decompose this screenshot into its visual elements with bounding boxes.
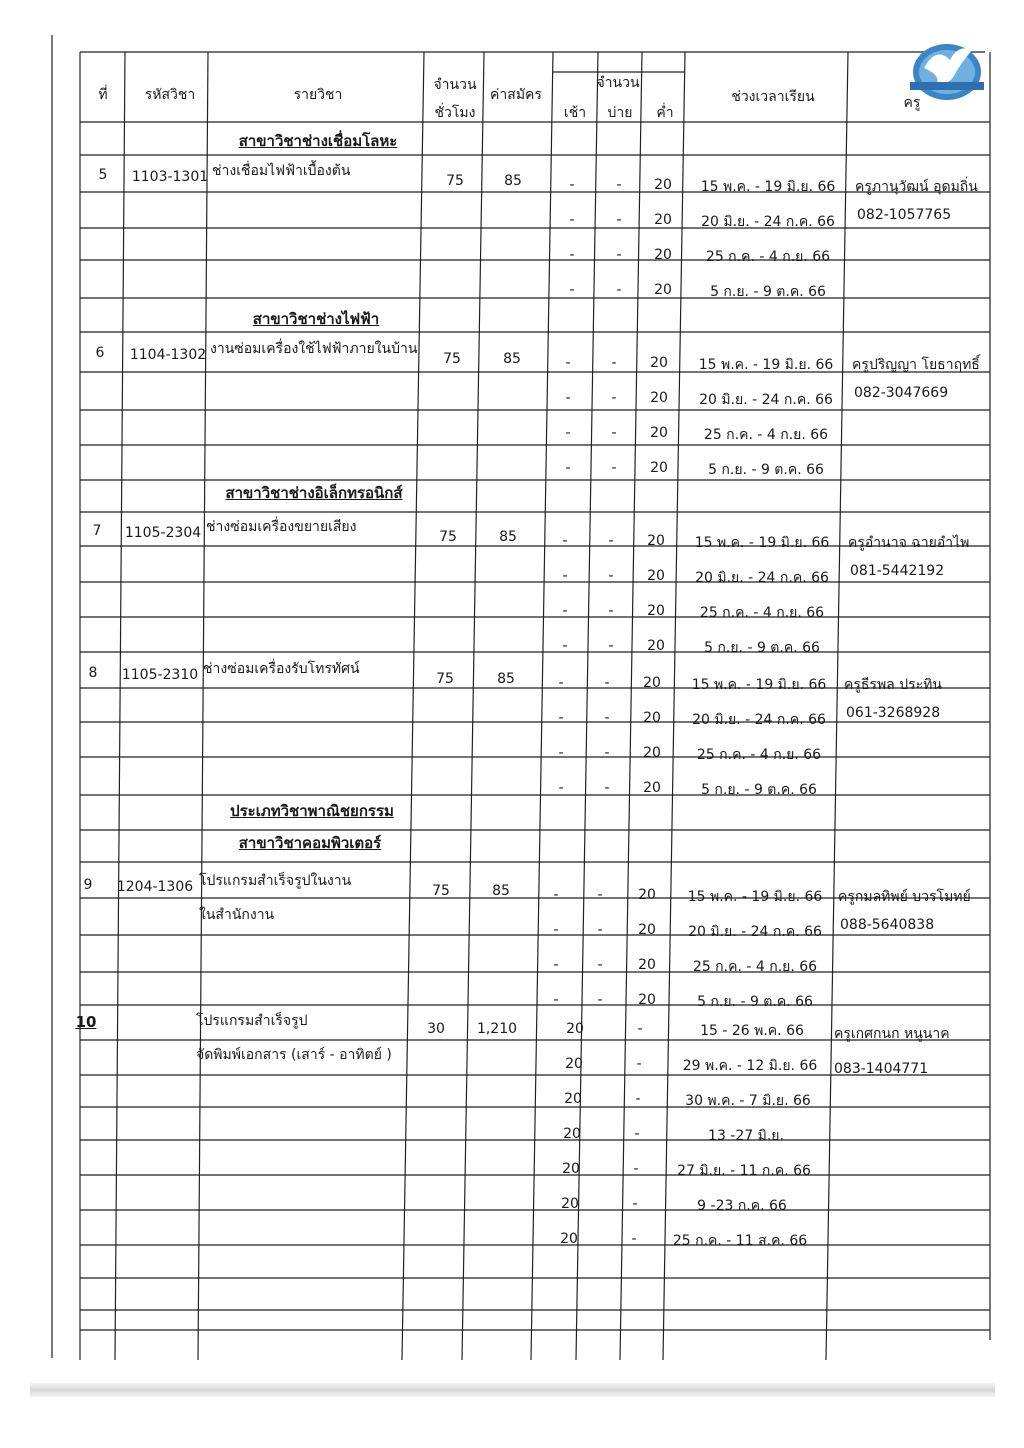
period-range: 9 -23 ก.ค. 66	[697, 1198, 787, 1214]
afternoon-dash: -	[604, 745, 610, 761]
header-morning: เช้า	[563, 105, 587, 121]
period-range: 15 พ.ค. - 19 มิ.ย. 66	[698, 357, 834, 373]
header-afternoon: บ่าย	[607, 105, 633, 121]
course-no: 7	[92, 523, 102, 539]
course-phone: 061-3268928	[846, 705, 941, 721]
section-computer: สาขาวิชาคอมพิวเตอร์	[238, 834, 382, 852]
period-range: 5 ก.ย. - 9 ต.ค. 66	[710, 284, 826, 300]
morning-dash: -	[553, 992, 559, 1008]
course-name: โปรแกรมสำเร็จรูป	[196, 1013, 308, 1029]
morning-dash: -	[565, 355, 571, 371]
col-fee	[462, 52, 484, 1360]
afternoon-dash: -	[616, 177, 622, 193]
course-teacher: ครูอำนาจ ฉายอำไพ	[848, 535, 970, 551]
afternoon-dash: -	[604, 780, 610, 796]
afternoon-dash: -	[616, 247, 622, 263]
afternoon-dash: -	[604, 675, 610, 691]
period-range: 27 มิ.ย. - 11 ก.ค. 66	[677, 1163, 811, 1179]
afternoon-dash: -	[611, 425, 617, 441]
course-fee: 1,210	[476, 1021, 518, 1037]
period-range: 20 มิ.ย. - 24 ก.ค. 66	[688, 924, 822, 940]
course-code: 1105-2304	[124, 525, 202, 541]
col-evening	[620, 52, 642, 1360]
morning-dash: -	[558, 745, 564, 761]
course-fee: 85	[499, 529, 517, 545]
afternoon-dash: -	[608, 533, 614, 549]
period-range: 5 ก.ย. - 9 ต.ค. 66	[701, 782, 817, 798]
period-range: 15 พ.ค. - 19 มิ.ย. 66	[694, 535, 830, 551]
afternoon-dash: -	[597, 887, 603, 903]
course-name: โปรแกรมสำเร็จรูปในงาน	[199, 873, 352, 889]
evening-count: 20	[654, 247, 672, 263]
col-morning	[531, 52, 553, 1360]
evening-count: 20	[647, 533, 665, 549]
col-hours	[402, 52, 424, 1360]
morning-dash: -	[562, 603, 568, 619]
period-range: 20 มิ.ย. - 24 ก.ค. 66	[701, 214, 835, 230]
course-phone: 088-5640838	[840, 917, 935, 933]
header-count: จำนวน	[596, 75, 640, 91]
morning-count: 20	[566, 1021, 584, 1037]
afternoon-dash: -	[616, 282, 622, 298]
evening-count: 20	[643, 675, 661, 691]
course-name: ช่างซ่อมเครื่องขยายเสียง	[206, 519, 357, 535]
evening-count: 20	[647, 568, 665, 584]
evening-count: 20	[647, 638, 665, 654]
header-fee: ค่าสมัคร	[490, 87, 542, 103]
morning-dash: -	[569, 247, 575, 263]
course-code: 1204-1306	[116, 879, 194, 895]
course-phone: 083-1404771	[834, 1061, 929, 1077]
morning-count: 20	[562, 1161, 580, 1177]
afternoon-dash: -	[597, 957, 603, 973]
course-no: 8	[88, 665, 98, 681]
course-phone: 082-3047669	[854, 385, 949, 401]
period-range: 25 ก.ค. - 4 ก.ย. 66	[692, 959, 818, 975]
period-range: 15 พ.ค. - 19 มิ.ย. 66	[687, 889, 823, 905]
morning-dash: -	[553, 957, 559, 973]
course-fee: 85	[504, 173, 522, 189]
evening-count: 20	[654, 282, 672, 298]
period-range: 15 พ.ค. - 19 มิ.ย. 66	[691, 677, 827, 693]
header-hours-bottom: ชั่วโมง	[434, 105, 476, 121]
evening-count: 20	[654, 212, 672, 228]
afternoon-dash: -	[604, 710, 610, 726]
morning-dash: -	[558, 710, 564, 726]
period-range: 25 ก.ค. - 4 ก.ย. 66	[696, 747, 822, 763]
morning-dash: -	[562, 568, 568, 584]
evening-count: 20	[650, 425, 668, 441]
evening-count: 20	[638, 922, 656, 938]
course-teacher: ครูภานุวัฒน์ อุดมถิ่น	[855, 179, 978, 195]
period-range: 20 มิ.ย. - 24 ก.ค. 66	[695, 570, 829, 586]
afternoon-dash: -	[635, 1091, 641, 1107]
period-range: 15 พ.ค. - 19 มิ.ย. 66	[700, 179, 836, 195]
morning-dash: -	[558, 675, 564, 691]
period-range: 25 ก.ค. - 4 ก.ย. 66	[699, 605, 825, 621]
course-hours: 75	[432, 883, 450, 899]
afternoon-dash: -	[597, 922, 603, 938]
dove-globe-logo-icon	[906, 38, 988, 102]
morning-dash: -	[569, 212, 575, 228]
morning-dash: -	[553, 922, 559, 938]
period-range: 5 ก.ย. - 9 ต.ค. 66	[704, 640, 820, 656]
course-hours: 75	[443, 351, 461, 367]
course-teacher: ครูปริญญา โยธาฤทธิ์	[852, 357, 980, 373]
evening-count: 20	[643, 745, 661, 761]
period-range: 29 พ.ค. - 12 มิ.ย. 66	[682, 1058, 818, 1074]
morning-dash: -	[558, 780, 564, 796]
course-name: งานซ่อมเครื่องใช้ไฟฟ้าภายในบ้าน	[210, 341, 418, 357]
course-code: 1105-2310	[121, 667, 199, 683]
course-phone: 082-1057765	[857, 207, 952, 223]
period-range: 15 - 26 พ.ค. 66	[700, 1023, 804, 1039]
morning-dash: -	[565, 425, 571, 441]
afternoon-dash: -	[631, 1231, 637, 1247]
header-period: ช่วงเวลาเรียน	[731, 89, 815, 105]
course-code: 1104-1302	[129, 347, 207, 363]
morning-count: 20	[565, 1056, 583, 1072]
morning-count: 20	[564, 1091, 582, 1107]
course-teacher: ครูเกศกนก หนูนาค	[834, 1026, 950, 1042]
afternoon-dash: -	[608, 638, 614, 654]
period-range: 5 ก.ย. - 9 ต.ค. 66	[708, 462, 824, 478]
section-electronics: สาขาวิชาช่างอิเล็กทรอนิกส์	[225, 484, 403, 502]
afternoon-dash: -	[637, 1021, 643, 1037]
scan-edge	[30, 1383, 995, 1397]
course-fee: 85	[492, 883, 510, 899]
course-code: 1103-1301	[131, 169, 209, 185]
header-teacher: ครู	[903, 95, 921, 111]
morning-count: 20	[563, 1126, 581, 1142]
morning-dash: -	[569, 282, 575, 298]
evening-count: 20	[647, 603, 665, 619]
evening-count: 20	[643, 710, 661, 726]
course-teacher: ครูธีรพล ประทิน	[844, 677, 942, 693]
course-hours: 75	[439, 529, 457, 545]
course-hours: 75	[446, 173, 464, 189]
afternoon-dash: -	[608, 568, 614, 584]
section-commerce: ประเภทวิชาพาณิชยกรรม	[230, 802, 394, 820]
course-phone: 081-5442192	[850, 563, 945, 579]
morning-dash: -	[565, 460, 571, 476]
morning-dash: -	[562, 638, 568, 654]
course-no: 10	[75, 1013, 97, 1031]
evening-count: 20	[643, 780, 661, 796]
col-subject	[198, 52, 208, 1360]
header-hours-top: จำนวน	[433, 77, 477, 93]
header-evening: ค่ำ	[656, 105, 674, 121]
afternoon-dash: -	[636, 1056, 642, 1072]
header-subject: รายวิชา	[293, 87, 343, 103]
morning-count: 20	[560, 1231, 578, 1247]
period-range: 25 ก.ค. - 11 ส.ค. 66	[672, 1233, 808, 1249]
evening-count: 20	[650, 390, 668, 406]
afternoon-dash: -	[611, 355, 617, 371]
course-hours: 75	[436, 671, 454, 687]
evening-count: 20	[650, 355, 668, 371]
course-hours: 30	[427, 1021, 445, 1037]
course-name: ช่างซ่อมเครื่องรับโทรทัศน์	[203, 661, 360, 677]
course-name-line2: จัดพิมพ์เอกสาร (เสาร์ - อาทิตย์ )	[196, 1047, 392, 1063]
morning-dash: -	[569, 177, 575, 193]
period-range: 30 พ.ค. - 7 มิ.ย. 66	[685, 1093, 811, 1109]
evening-count: 20	[654, 177, 672, 193]
section-welding: สาขาวิชาช่างเชื่อมโลหะ	[238, 132, 398, 150]
evening-count: 20	[638, 957, 656, 973]
afternoon-dash: -	[611, 390, 617, 406]
afternoon-dash: -	[632, 1196, 638, 1212]
evening-count: 20	[650, 460, 668, 476]
period-range: 20 มิ.ย. - 24 ก.ค. 66	[699, 392, 833, 408]
period-range: 20 มิ.ย. - 24 ก.ค. 66	[692, 712, 826, 728]
morning-dash: -	[565, 390, 571, 406]
period-range: 25 ก.ค. - 4 ก.ย. 66	[703, 427, 829, 443]
course-teacher: ครูกมลทิพย์ บวรโมทย์	[838, 889, 971, 905]
course-name: ช่างเชื่อมไฟฟ้าเบื้องต้น	[212, 163, 351, 179]
evening-count: 20	[638, 887, 656, 903]
course-no: 6	[95, 345, 105, 361]
section-electric: สาขาวิชาช่างไฟฟ้า	[252, 310, 380, 328]
period-range: 13 -27 มิ.ย.	[708, 1128, 784, 1144]
course-fee: 85	[497, 671, 515, 687]
morning-dash: -	[553, 887, 559, 903]
course-no: 5	[98, 167, 108, 183]
evening-count: 20	[638, 992, 656, 1008]
header-no: ที่	[98, 87, 108, 103]
afternoon-dash: -	[611, 460, 617, 476]
col-code	[115, 52, 125, 1360]
afternoon-dash: -	[633, 1161, 639, 1177]
period-range: 5 ก.ย. - 9 ต.ค. 66	[697, 994, 813, 1010]
afternoon-dash: -	[597, 992, 603, 1008]
morning-dash: -	[562, 533, 568, 549]
afternoon-dash: -	[634, 1126, 640, 1142]
header-code: รหัสวิชา	[144, 87, 196, 103]
morning-count: 20	[561, 1196, 579, 1212]
course-no: 9	[83, 877, 93, 893]
course-fee: 85	[503, 351, 521, 367]
afternoon-dash: -	[608, 603, 614, 619]
afternoon-dash: -	[616, 212, 622, 228]
course-name-line2: ในสำนักงาน	[199, 907, 275, 923]
period-range: 25 ก.ค. - 4 ก.ย. 66	[705, 249, 831, 265]
